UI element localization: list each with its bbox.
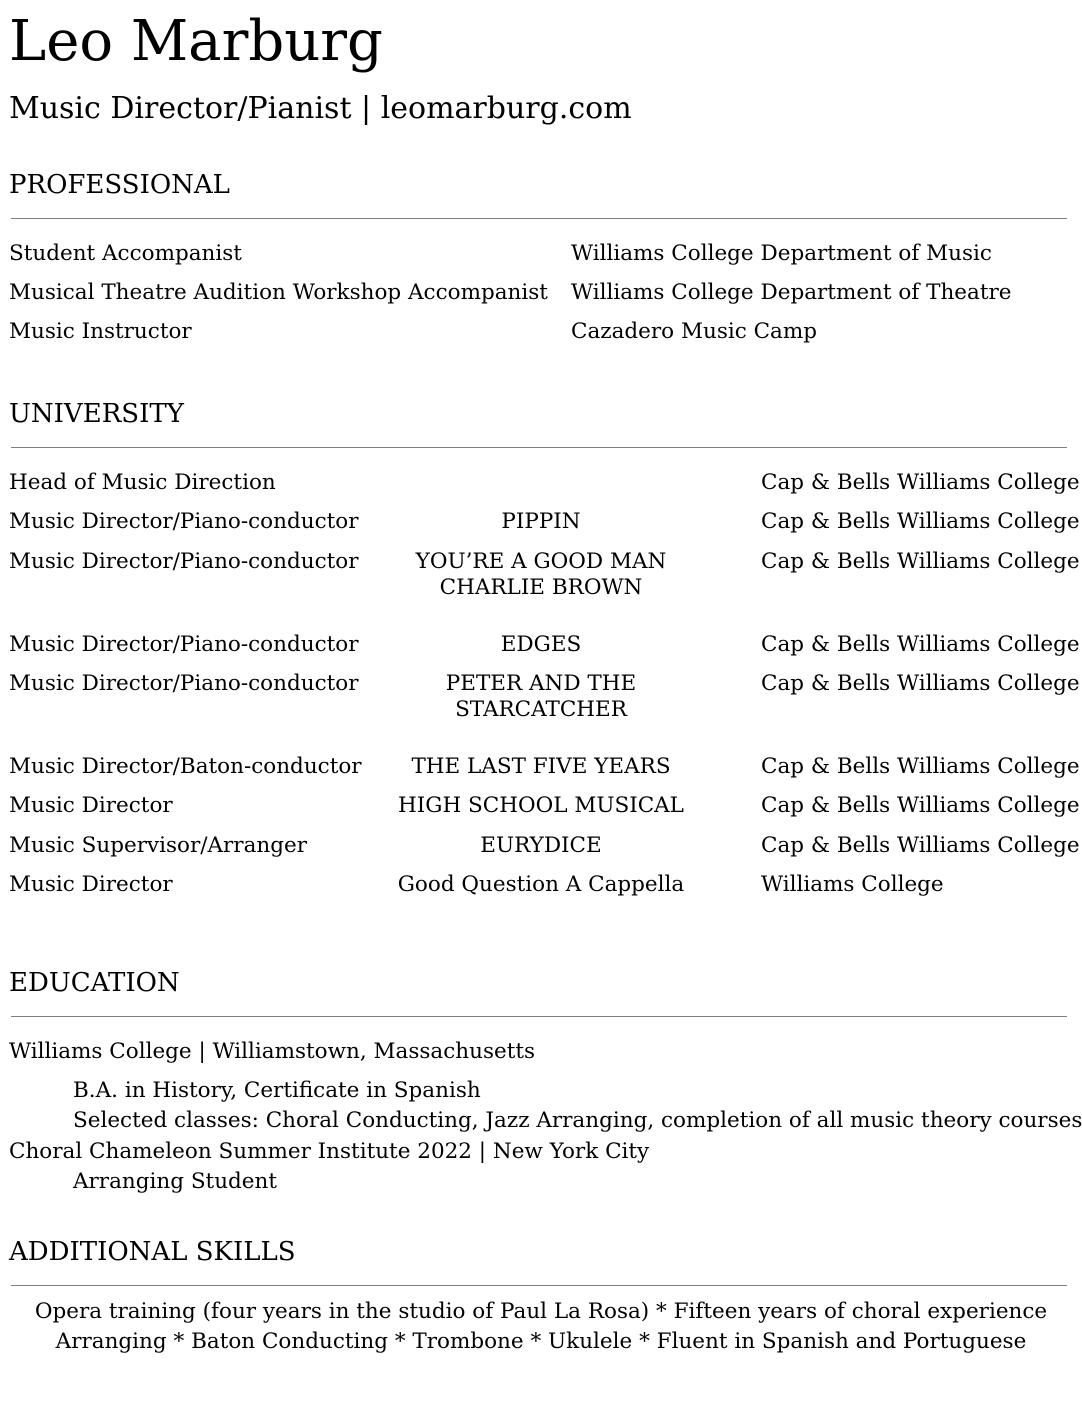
professional-role: Musical Theatre Audition Workshop Accompanist bbox=[9, 280, 548, 305]
section-title-skills: ADDITIONAL SKILLS bbox=[9, 1237, 296, 1267]
section-divider bbox=[11, 1016, 1067, 1017]
university-show: EDGES bbox=[500, 632, 582, 657]
university-org: Cap & Bells Williams College bbox=[761, 470, 1080, 495]
university-role: Music Supervisor/Arranger bbox=[9, 833, 308, 858]
education-detail: Arranging Student bbox=[73, 1169, 278, 1194]
skills-line: Arranging * Baton Conducting * Trombone * Ukulele * Fluent in Spanish and Portuguese bbox=[55, 1329, 1027, 1354]
university-show: YOU’RE A GOOD MAN CHARLIE BROWN bbox=[415, 549, 667, 600]
university-org: Cap & Bells Williams College bbox=[761, 632, 1080, 657]
university-role: Music Director/Baton-conductor bbox=[9, 754, 362, 779]
university-role: Music Director bbox=[9, 872, 173, 897]
university-show: EURYDICE bbox=[480, 833, 602, 858]
professional-role: Music Instructor bbox=[9, 319, 192, 344]
university-org: Cap & Bells Williams College bbox=[761, 833, 1080, 858]
section-divider bbox=[11, 218, 1067, 219]
university-role: Music Director/Piano-conductor bbox=[9, 509, 359, 534]
education-degree: B.A. in History, Certificate in Spanish bbox=[73, 1078, 481, 1103]
university-show: Good Question A Cappella bbox=[397, 872, 685, 897]
education-school: Williams College | Williamstown, Massachusetts bbox=[9, 1039, 536, 1064]
education-classes: Selected classes: Choral Conducting, Jazz Arranging, completion of all music theory courses bbox=[73, 1108, 1082, 1133]
resume-name: Leo Marburg bbox=[9, 9, 383, 74]
education-school: Choral Chameleon Summer Institute 2022 | New York City bbox=[9, 1139, 650, 1164]
section-divider bbox=[11, 447, 1067, 448]
resume-subtitle: Music Director/Pianist | leomarburg.com bbox=[9, 91, 632, 126]
professional-org: Cazadero Music Camp bbox=[571, 319, 818, 344]
university-show: THE LAST FIVE YEARS bbox=[411, 754, 671, 779]
university-show: PETER AND THE STARCATCHER bbox=[445, 671, 637, 722]
university-org: Williams College bbox=[761, 872, 944, 897]
university-role: Music Director/Piano-conductor bbox=[9, 549, 359, 574]
university-role: Music Director bbox=[9, 793, 173, 818]
professional-org: Williams College Department of Music bbox=[571, 241, 992, 266]
section-title-professional: PROFESSIONAL bbox=[9, 170, 230, 200]
university-org: Cap & Bells Williams College bbox=[761, 671, 1080, 696]
section-title-education: EDUCATION bbox=[9, 968, 180, 998]
university-show: HIGH SCHOOL MUSICAL bbox=[398, 793, 684, 818]
university-show: PIPPIN bbox=[501, 509, 581, 534]
university-org: Cap & Bells Williams College bbox=[761, 549, 1080, 574]
university-org: Cap & Bells Williams College bbox=[761, 509, 1080, 534]
professional-org: Williams College Department of Theatre bbox=[571, 280, 1012, 305]
university-role: Music Director/Piano-conductor bbox=[9, 632, 359, 657]
university-org: Cap & Bells Williams College bbox=[761, 793, 1080, 818]
university-role: Music Director/Piano-conductor bbox=[9, 671, 359, 696]
skills-line: Opera training (four years in the studio of Paul La Rosa) * Fifteen years of choral experience bbox=[34, 1299, 1048, 1324]
section-divider bbox=[11, 1285, 1067, 1286]
university-org: Cap & Bells Williams College bbox=[761, 754, 1080, 779]
section-title-university: UNIVERSITY bbox=[9, 399, 184, 429]
university-role: Head of Music Direction bbox=[9, 470, 276, 495]
professional-role: Student Accompanist bbox=[9, 241, 242, 266]
